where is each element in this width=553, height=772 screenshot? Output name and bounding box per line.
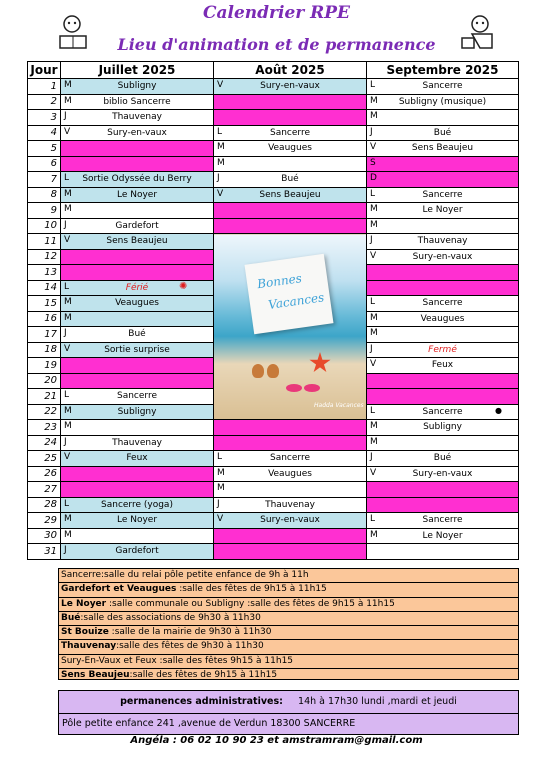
july-cell [61,296,214,312]
weekday-letter: L [370,297,376,307]
july-cell [61,280,214,296]
location-line [59,569,518,583]
weekday-letter: V [370,250,377,261]
day-number: 21 [28,389,61,405]
august-cell [214,528,367,544]
weekday-letter: M [64,95,72,106]
calendar-row [28,94,519,110]
activity-label: Sancerre [422,406,463,417]
july-cell [61,528,214,544]
weekday-letter: J [370,126,373,137]
activity-label: Sancerre [422,189,463,200]
calendar-row [28,544,519,560]
activity-label: Bué [128,329,146,340]
july-cell [61,544,214,560]
day-number: 29 [28,513,61,529]
august-cell [214,544,367,560]
september-cell [367,156,519,172]
activity-label: Le Noyer [116,189,158,200]
september-cell [367,358,519,374]
september-cell [367,280,519,296]
day-number: 8 [28,187,61,203]
day-number: 27 [28,482,61,498]
weekday-letter: V [217,80,224,90]
september-cell [367,311,519,327]
july-cell [61,358,214,374]
flipflop-icon [286,384,302,392]
july-cell [61,234,214,250]
activity-label: Veaugues [268,143,312,154]
weekday-letter: J [370,452,373,462]
weekday-letter: M [217,157,225,168]
calendar-row [28,435,519,451]
weekday-letter: L [217,452,223,462]
september-cell [367,79,519,95]
september-cell [367,373,519,389]
weekday-letter: M [64,405,72,416]
day-number: 14 [28,280,61,296]
location-line [59,655,518,669]
september-cell [367,435,519,451]
weekday-letter: M [64,312,72,323]
september-cell [367,172,519,188]
july-cell [61,513,214,529]
location-detail: :salle des fêtes de 9h15 à 11h15 [176,584,327,595]
august-cell [214,110,367,126]
day-number: 3 [28,110,61,126]
july-cell [61,482,214,498]
flipflop-icon [304,384,320,392]
location-line [59,583,518,597]
july-cell [61,342,214,358]
activity-label: Fermé [428,344,457,355]
activity-label: Sancerre [270,127,310,138]
activity-label: Sens Beaujeu [411,143,474,154]
weekday-letter: M [64,514,72,524]
september-cell [367,544,519,560]
weekday-letter: M [64,204,72,214]
permanence-address: Pôle petite enfance 241 ,avenue de Verdun 18300 SANCERRE [62,718,356,729]
activity-label: Subligny [423,422,462,433]
july-cell [61,466,214,482]
weekday-letter: M [64,421,72,431]
august-cell [214,94,367,110]
activity-label: Veaugues [115,298,159,309]
calendar-row [28,187,519,203]
location-detail: :salle des fêtes de 9h30 à 11h30 [116,641,264,652]
day-number: 30 [28,528,61,544]
activity-label: Le Noyer [422,530,463,541]
weekday-letter: D [370,173,377,183]
august-cell [214,218,367,234]
weekday-letter: M [370,421,378,431]
day-number: 4 [28,125,61,141]
activity-label: Bué [281,174,299,185]
weekday-letter: L [64,498,70,509]
day-number: 13 [28,265,61,281]
weekday-letter: J [64,111,67,121]
activity-label: Subligny [117,406,157,417]
shell-icon [252,364,264,378]
activity-label: Sury-en-vaux [107,127,167,138]
permanence-box [58,690,519,735]
july-cell [61,311,214,327]
day-number: 10 [28,218,61,234]
weekday-letter: J [64,219,67,230]
location-name: Gardefort et Veaugues [61,584,177,595]
activity-label: Sancerre [270,453,310,464]
july-cell [61,94,214,110]
location-detail: Sancerre:salle du relai pôle petite enfance de 9h à 11h [61,570,309,580]
card-line2: Vacances [267,290,326,312]
weekday-letter: L [370,405,376,416]
september-cell [367,203,519,219]
september-cell [367,218,519,234]
september-cell [367,451,519,467]
september-cell [367,327,519,343]
activity-label: Thauvenay [112,112,162,123]
weekday-letter: M [64,529,72,540]
activity-label: Sens Beaujeu [106,236,168,247]
calendar-row [28,482,519,498]
page-title: Calendrier RPE [202,3,351,23]
weekday-letter: M [370,111,378,121]
page-subtitle: Lieu d'animation et de permanence [117,35,436,54]
july-cell [61,141,214,157]
calendar-row [28,420,519,436]
location-line [59,626,518,640]
activity-label: Subligny (musique) [398,96,487,107]
activity-label: Sortie surprise [104,344,170,355]
weekday-letter: M [217,142,225,152]
location-name: Sens Beaujeu [61,670,130,681]
activity-label: Gardefort [115,220,159,231]
weekday-letter: J [370,343,373,354]
permanence-hours: 14h à 17h30 lundi ,mardi et jeudi [298,696,457,707]
august-cell [214,141,367,157]
activity-label: Sens Beaujeu [259,189,321,200]
activity-label: Sury-en-vaux [260,81,320,92]
activity-label: Sury-en-vaux [260,515,320,526]
weekday-letter: V [370,359,377,369]
weekday-letter: L [370,80,376,90]
weekday-letter: L [370,188,376,199]
september-cell [367,497,519,513]
weekday-letter: V [217,188,224,199]
august-cell [214,513,367,529]
activity-label: Thauvenay [417,236,468,247]
weekday-letter: J [64,545,67,555]
activity-label: Férié [125,282,149,293]
calendar-row [28,203,519,219]
weekday-letter: J [64,436,67,447]
day-number: 2 [28,94,61,110]
location-detail: Sury-En-Vaux et Feux :salle des fêtes 9h15 à 11h15 [61,655,294,666]
day-number: 19 [28,358,61,374]
activity-label: Veaugues [268,468,312,479]
location-detail: :salle des associations de 9h30 à 11h30 [80,612,261,623]
coffee-bean-icon: ● [495,405,502,415]
day-number: 16 [28,311,61,327]
calendar-row [28,218,519,234]
activity-label: Thauvenay [112,437,162,448]
sun-icon: ✺ [179,280,188,292]
september-cell [367,296,519,312]
weekday-letter: M [217,467,225,478]
july-cell [61,125,214,141]
activity-label: Sancerre (yoga) [101,499,173,510]
vacation-card [245,254,334,334]
september-cell [367,249,519,265]
image-watermark: Hadda Vacances [314,402,364,409]
weekday-letter: V [370,467,377,478]
calendar-row [28,79,519,95]
august-cell [214,420,367,436]
activity-label: Sancerre [117,391,157,402]
august-cell [214,482,367,498]
weekday-letter: V [64,126,71,137]
day-number: 6 [28,156,61,172]
baby-playing-icon [458,12,500,54]
july-cell [61,187,214,203]
july-cell [61,497,214,513]
day-number: 11 [28,234,61,250]
day-number: 28 [28,497,61,513]
weekday-letter: L [370,514,376,524]
august-cell [214,79,367,95]
july-cell [61,435,214,451]
weekday-letter: M [370,312,378,323]
calendar-row [28,125,519,141]
september-cell [367,342,519,358]
day-number: 22 [28,404,61,420]
day-number: 25 [28,451,61,467]
weekday-letter: M [370,529,378,540]
september-cell [367,94,519,110]
day-number: 31 [28,544,61,560]
day-number: 5 [28,141,61,157]
july-cell [61,218,214,234]
weekday-letter: V [64,452,71,462]
locations-info-box [58,568,519,680]
activity-label: biblio Sancerre [103,96,171,107]
weekday-letter: J [64,328,67,338]
september-cell [367,234,519,250]
september-cell [367,466,519,482]
calendar-row [28,172,519,188]
july-cell [61,79,214,95]
header-july: Juillet 2025 [61,62,214,79]
calendar-row [28,497,519,513]
activity-label: Le Noyer [116,515,158,526]
september-cell [367,404,519,420]
weekday-letter: L [64,173,70,183]
weekday-letter: M [64,188,72,199]
activity-label: Sancerre [422,515,463,526]
day-number: 24 [28,435,61,451]
header-september: Septembre 2025 [367,62,519,79]
calendar-row [28,156,519,172]
header-august: Août 2025 [214,62,367,79]
july-cell [61,451,214,467]
weekday-letter: V [217,514,224,524]
location-line [59,669,518,682]
day-number: 1 [28,79,61,95]
weekday-letter: J [217,173,220,183]
vacation-image [214,234,367,420]
location-line [59,598,518,612]
september-cell [367,110,519,126]
location-line [59,612,518,626]
location-name: Bué [61,612,81,623]
september-cell [367,528,519,544]
weekday-letter: S [370,157,376,168]
day-number: 23 [28,420,61,436]
weekday-letter: M [370,95,378,106]
september-cell [367,389,519,405]
day-number: 12 [28,249,61,265]
day-number: 15 [28,296,61,312]
calendar-row [28,234,519,250]
weekday-letter: L [64,281,70,292]
calendar-row [28,528,519,544]
july-cell [61,327,214,343]
weekday-letter: M [370,328,378,338]
activity-label: Subligny [117,81,157,92]
weekday-letter: M [370,204,378,214]
shell-icon [267,364,279,378]
august-cell [214,156,367,172]
august-cell [214,435,367,451]
activity-label: Sury-en-vaux [412,468,473,479]
activity-label: Sortie Odyssée du Berry [82,174,192,185]
weekday-letter: L [217,126,223,137]
july-cell [61,404,214,420]
august-cell [214,497,367,513]
location-name: Thauvenay [61,641,117,652]
september-cell [367,482,519,498]
weekday-letter: V [370,142,377,152]
september-cell [367,513,519,529]
header-day: Jour [28,62,61,79]
activity-label: Veaugues [420,313,465,324]
calendar-row [28,513,519,529]
july-cell [61,249,214,265]
weekday-letter: M [217,483,225,493]
september-cell [367,265,519,281]
calendar-row [28,141,519,157]
activity-label: Bué [433,453,452,464]
activity-label: Bué [433,127,452,138]
activity-label: Thauvenay [265,499,315,510]
activity-label: Le Noyer [422,205,463,216]
july-cell [61,110,214,126]
august-cell [214,187,367,203]
weekday-letter: M [64,80,72,90]
august-cell [214,125,367,141]
activity-label: Gardefort [115,546,159,557]
september-cell [367,187,519,203]
weekday-letter: L [64,390,70,400]
permanence-label: permanences administratives: [120,696,283,707]
day-number: 26 [28,466,61,482]
activity-label: Sancerre [422,81,463,92]
activity-label: Sury-en-vaux [412,251,473,262]
july-cell [61,373,214,389]
weekday-letter: M [370,219,378,230]
calendar-row [28,466,519,482]
baby-reading-icon [52,12,94,54]
july-cell [61,389,214,405]
day-number: 9 [28,203,61,219]
location-line [59,640,518,654]
august-cell [214,466,367,482]
location-detail: :salle de la mairie de 9h30 à 11h30 [108,627,272,638]
weekday-letter: V [64,343,71,354]
starfish-icon [309,352,331,374]
july-cell [61,420,214,436]
july-cell [61,265,214,281]
day-number: 20 [28,373,61,389]
card-line1: Bonnes [256,271,303,292]
weekday-letter: V [64,235,71,245]
weekday-letter: M [64,297,72,307]
weekday-letter: J [370,235,373,245]
activity-label: Sancerre [422,298,463,309]
september-cell [367,141,519,157]
activity-label: Feux [431,360,454,371]
location-detail: :salle des fêtes de 9h15 à 11h15 [129,670,278,681]
august-cell [214,203,367,219]
location-name: Le Noyer [61,598,107,609]
location-name: St Bouize [61,627,109,638]
weekday-letter: J [217,498,220,509]
july-cell [61,156,214,172]
september-cell [367,420,519,436]
august-cell [214,172,367,188]
august-cell [214,451,367,467]
calendar-table [27,61,519,560]
contact-line: Angéla : 06 02 10 90 23 et amstramram@gmail.com [130,735,423,746]
calendar-row [28,451,519,467]
day-number: 17 [28,327,61,343]
weekday-letter: M [370,436,378,447]
july-cell [61,172,214,188]
location-detail: :salle communale ou Subligny :salle des fêtes de 9h15 à 11h15 [106,598,395,609]
september-cell [367,125,519,141]
activity-label: Feux [126,453,148,464]
calendar-row [28,110,519,126]
day-number: 7 [28,172,61,188]
day-number: 18 [28,342,61,358]
july-cell [61,203,214,219]
